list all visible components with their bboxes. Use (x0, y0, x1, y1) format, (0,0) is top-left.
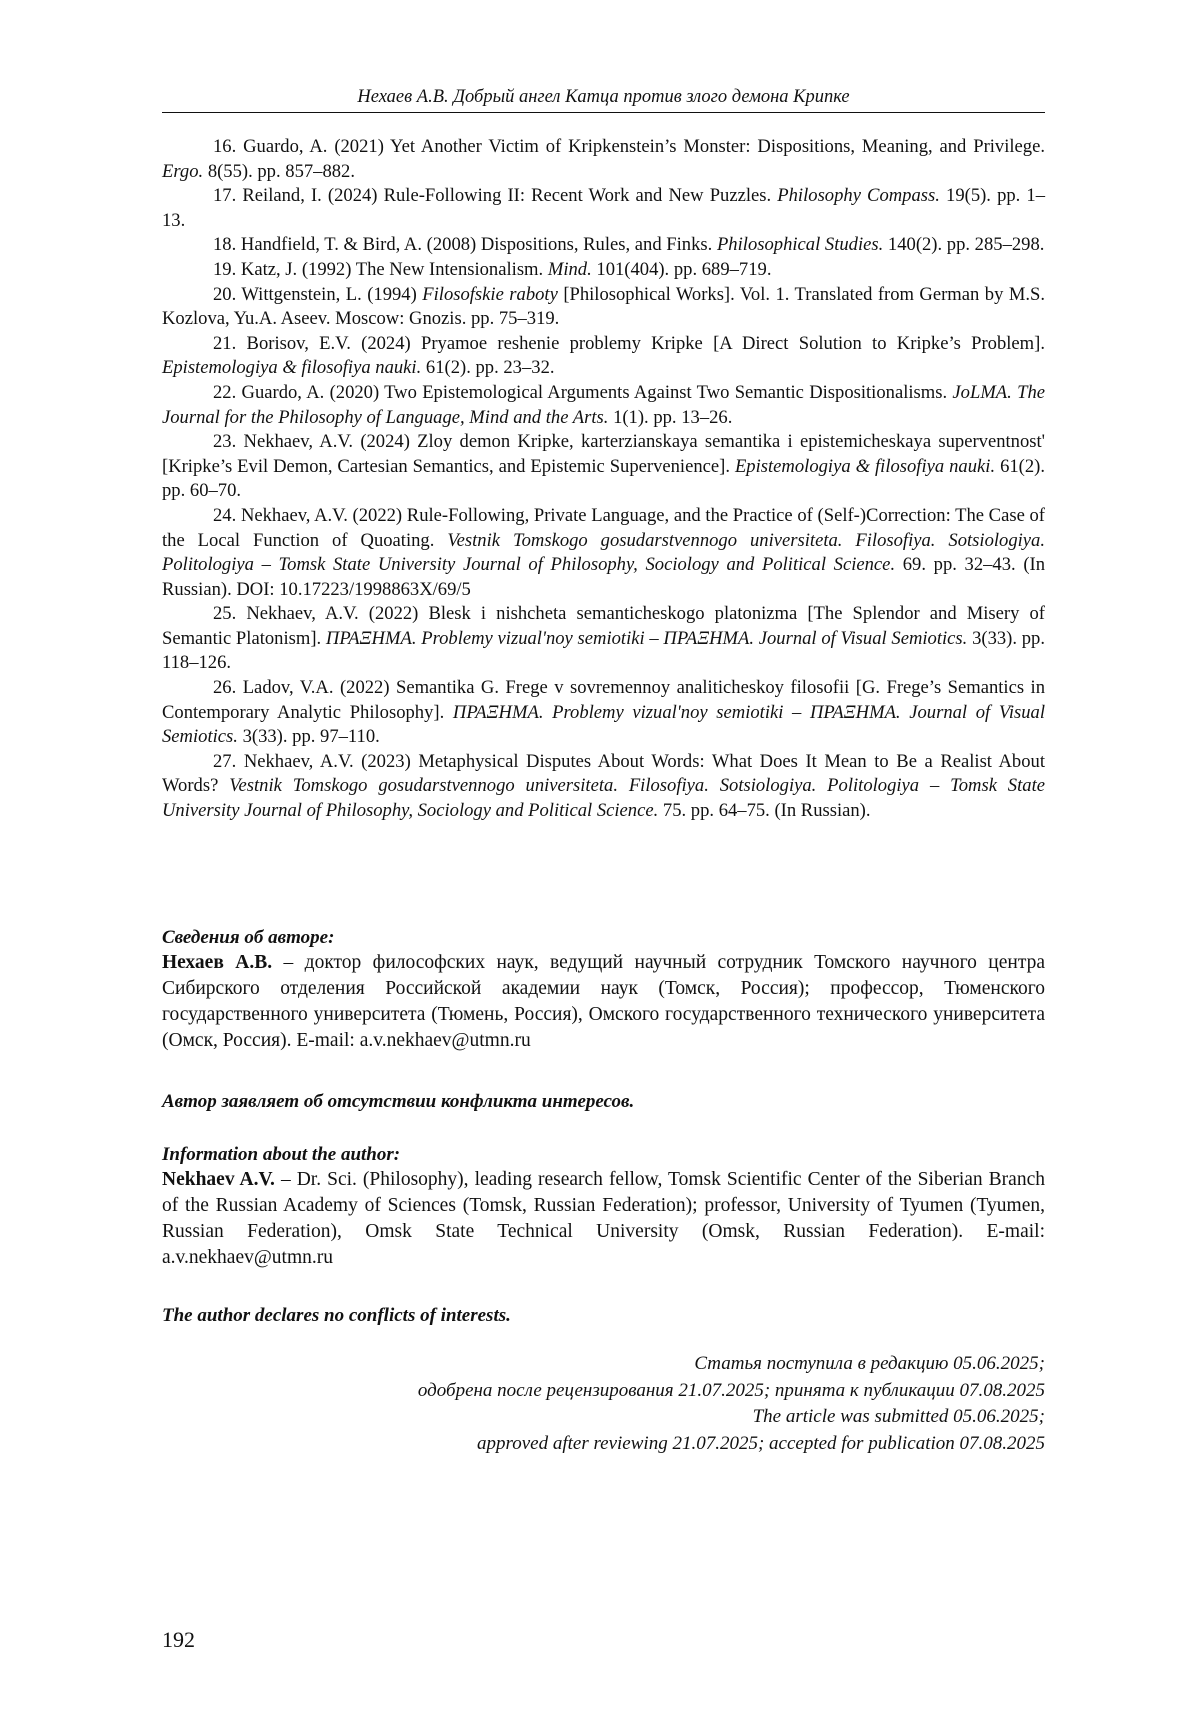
reference-text: Nekhaev, A.V. (2022) Blesk i nishcheta semanticheskogo platonizma [The Splendor and Misery of Semantic Platonism]. (162, 603, 1045, 649)
reference-details: 1(1). pp. 13–26. (613, 406, 733, 428)
reference-25 (162, 602, 1045, 676)
author-info-ru-text (162, 950, 1045, 1054)
reference-text: Nekhaev, A.V. (2022) Rule-Following, Private Language, and the Practice of (Self-)Correction: The Case of the Local Function of Quoating. (162, 504, 1045, 551)
reference-23 (162, 430, 1045, 504)
reference-details: 75. pp. 64–75. (In Russian). (662, 800, 871, 822)
reference-details: 140(2). pp. 285–298. (887, 234, 1045, 256)
reference-number: 16. (213, 136, 237, 157)
reference-number: 25. (213, 603, 237, 625)
author-description-en: – Dr. Sci. (Philosophy), leading research fellow, Tomsk Scientific Center of the Siberian Branch of the Russian Academy of Sciences (Tomsk, Russian Federation); professor, University of Tyumen (Tyumen, Russian Federation), Omsk State Technical University (Omsk, Russian Federation). E-mail: a.v.nekhaev@utmn.ru (162, 1169, 1045, 1268)
reference-21 (162, 332, 1045, 381)
running-header: Нехаев А.В. Добрый ангел Катца против злого демона Крипке (357, 87, 850, 107)
reference-19 (162, 258, 1045, 283)
reference-number: 24. (213, 504, 237, 526)
reference-source: JoLMA. The Journal for the Philosophy of Language, Mind and the Arts. (162, 381, 1045, 428)
reference-number: 26. (213, 677, 237, 699)
conflict-statement-ru-block (162, 1089, 1045, 1114)
reference-source: Epistemologiya & filosofiya nauki. (734, 455, 996, 477)
reference-details: 101(404). pp. 689–719. (596, 258, 772, 280)
reference-text: Guardo, A. (2021) Yet Another Victim of Kripkenstein’s Monster: Dispositions, Meaning, and Privilege. (243, 136, 1046, 157)
reference-text: Ladov, V.A. (2022) Semantika G. Frege v sovremennoy analiticheskoy filosofii [G. Frege’s Semantics in Contemporary Analytic Philosophy]. (162, 677, 1045, 723)
dates-line-en-approved: approved after reviewing 21.07.2025; accepted for publication 07.08.2025 (477, 1432, 1045, 1454)
reference-number: 27. (213, 750, 237, 772)
author-info-ru-heading: Сведения об авторе: (162, 927, 335, 948)
reference-number: 19. (213, 258, 237, 280)
reference-details: 19(5). pp. 1–13. (162, 185, 1046, 231)
reference-20 (162, 283, 1045, 332)
conflict-statement-en: The author declares no conflicts of interests. (162, 1305, 511, 1326)
reference-text: Guardo, A. (2020) Two Epistemological Arguments Against Two Semantic Dispositionalisms. (241, 381, 948, 403)
reference-source: Mind. (547, 258, 592, 280)
author-info-en (162, 1142, 1045, 1271)
reference-18 (162, 233, 1045, 258)
reference-text: Borisov, E.V. (2024) Pryamoe reshenie problemy Kripke [A Direct Solution to Kripke’s Problem]. (246, 332, 1045, 354)
conflict-statement-en-block (162, 1303, 1045, 1328)
reference-number: 18. (213, 234, 237, 256)
author-info-en-text (162, 1167, 1045, 1271)
header-rule (162, 112, 1045, 113)
author-name-en: Nekhaev A.V. (162, 1169, 275, 1190)
reference-16 (162, 135, 1045, 184)
reference-source: Ergo. (162, 160, 204, 182)
author-description-ru: – доктор философских наук, ведущий научный сотрудник Томского научного центра Сибирского отделения Российской академии наук (Томск, Россия); профессор, Тюменского государственного университета (Тюмень, Россия), Омского государственного технического университета (Омск, Россия). E-mail: a.v.nekhaev@utmn.ru (162, 952, 1046, 1051)
author-info-ru (162, 925, 1045, 1054)
reference-source: Epistemologiya & filosofiya nauki. (162, 357, 422, 379)
reference-17 (162, 184, 1045, 233)
article-dates (162, 1351, 1045, 1457)
reference-source: ΠΡΑΞΗΜΑ. Problemy vizual'noy semiotiki – ΠΡΑΞΗΜΑ. Journal of Visual Semiotics. (325, 627, 968, 649)
reference-source: Philosophical Studies. (716, 234, 884, 256)
reference-list (162, 135, 1045, 824)
reference-27 (162, 750, 1045, 824)
reference-details: 3(33). pp. 118–126. (162, 627, 1045, 674)
reference-text: Katz, J. (1992) The New Intensionalism. (240, 258, 544, 280)
conflict-statement-ru: Автор заявляет об отсутствии конфликта интересов. (162, 1091, 635, 1112)
reference-source: Vestnik Tomskogo gosudarstvennogo universiteta. Filosofiya. Sotsiologiya. Politologiya – Tomsk State University Journal of Philosophy, Sociology and Political Science. (162, 529, 1045, 576)
dates-line-ru-approved: одобрена после рецензирования 21.07.2025; принята к публикации 07.08.2025 (417, 1379, 1045, 1401)
dates-line-ru-submitted: Статья поступила в редакцию 05.06.2025; (694, 1353, 1045, 1374)
reference-text: Nekhaev, A.V. (2024) Zloy demon Kripke, karterzianskaya semantika i epistemicheskaya superventnost' [Kripke’s Evil Demon, Cartesian Semantics, and Epistemic Supervenience]. (162, 431, 1046, 477)
reference-details: 3(33). pp. 97–110. (242, 726, 380, 748)
reference-text: Handfield, T. & Bird, A. (2008) Dispositions, Rules, and Finks. (240, 234, 713, 256)
reference-text: Nekhaev, A.V. (2023) Metaphysical Disputes About Words: What Does It Mean to Be a Realist About Words? (162, 750, 1045, 797)
reference-24 (162, 504, 1045, 602)
reference-source: Filosofskie raboty (422, 283, 558, 305)
page (162, 0, 1045, 1729)
reference-number: 22. (213, 381, 237, 403)
reference-details: 61(2). pp. 23–32. (425, 357, 555, 379)
reference-number: 17. (213, 185, 237, 207)
reference-details: [Philosophical Works]. Vol. 1. Translated from German by M.S. Kozlova, Yu.A. Aseev. Moscow: Gnozis. pp. 75–319. (162, 283, 1045, 330)
author-info-en-heading: Information about the author: (162, 1144, 401, 1165)
reference-22 (162, 381, 1045, 430)
reference-details: 8(55). pp. 857–882. (207, 160, 356, 182)
page-number: 192 (162, 1627, 195, 1652)
dates-line-en-submitted: The article was submitted 05.06.2025; (752, 1406, 1045, 1427)
author-name-ru: Нехаев А.В. (162, 952, 273, 973)
reference-details: 69. pp. 32–43. (In Russian). DOI: 10.17223/1998863X/69/5 (162, 554, 1045, 600)
reference-number: 21. (213, 332, 237, 354)
reference-source: Philosophy Compass. (777, 185, 940, 207)
reference-source: Vestnik Tomskogo gosudarstvennogo universiteta. Filosofiya. Sotsiologiya. Politologiya – Tomsk State University Journal of Philosophy, Sociology and Political Science. (162, 775, 1045, 822)
reference-number: 23. (213, 431, 237, 453)
reference-26 (162, 676, 1045, 750)
reference-source: ΠΡΑΞΗΜΑ. Problemy vizual'noy semiotiki – ΠΡΑΞΗΜΑ. Journal of Visual Semiotics. (162, 701, 1045, 748)
reference-details: 61(2). pp. 60–70. (162, 455, 1045, 502)
reference-number: 20. (213, 283, 237, 305)
reference-text: Wittgenstein, L. (1994) (241, 283, 417, 305)
reference-text: Reiland, I. (2024) Rule-Following II: Recent Work and New Puzzles. (242, 185, 772, 207)
